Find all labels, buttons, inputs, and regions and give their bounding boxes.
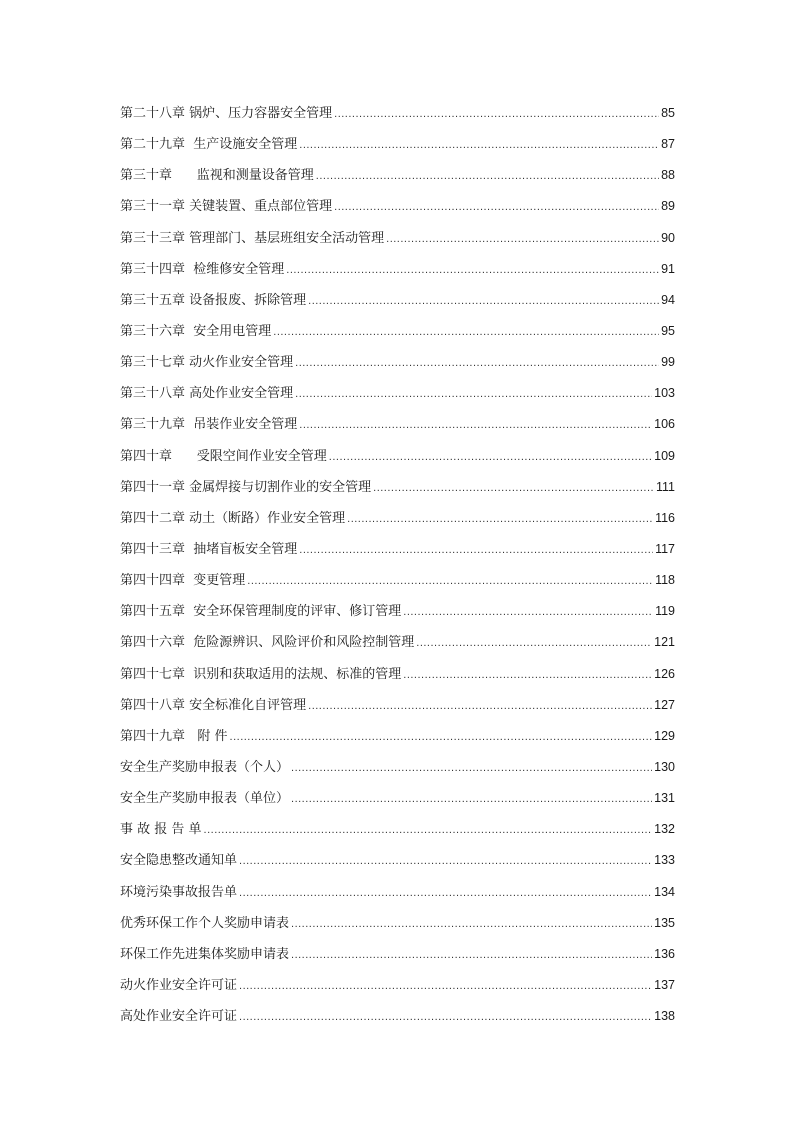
toc-entry-title: 第三十七章 动火作业安全管理 — [120, 355, 294, 371]
toc-dot-leader — [239, 846, 652, 877]
toc-entry-title: 第三十八章 高处作业安全管理 — [120, 386, 294, 402]
toc-entry-page-number: 99 — [661, 355, 675, 370]
toc-entry[interactable] — [120, 721, 675, 752]
toc-entry-page-number: 117 — [655, 541, 675, 556]
toc-entry[interactable] — [120, 752, 675, 783]
toc-entry-page-number: 134 — [654, 884, 675, 899]
toc-entry-title: 安全生产奖励申报表（个人） — [120, 759, 290, 775]
toc-entry-page-number: 135 — [654, 915, 675, 930]
toc-entry-title: 第四十七章 识别和获取适用的法规、标准的管理 — [120, 666, 402, 682]
toc-entry-page-number: 85 — [661, 106, 675, 120]
toc-entry-page-number: 119 — [655, 604, 675, 619]
toc-dot-leader — [295, 379, 652, 410]
toc-entry[interactable] — [120, 659, 675, 690]
toc-entry-page-number: 118 — [655, 573, 675, 588]
toc-dot-leader — [316, 161, 659, 192]
toc-entry-title: 环境污染事故报告单 — [120, 884, 238, 900]
toc-dot-leader — [291, 940, 652, 971]
toc-entry[interactable] — [120, 223, 675, 254]
toc-dot-leader — [373, 473, 654, 504]
toc-entry[interactable] — [120, 472, 675, 503]
toc-dot-leader — [204, 815, 653, 846]
toc-dot-leader — [299, 535, 653, 566]
toc-entry-page-number: 87 — [661, 137, 675, 152]
toc-entry[interactable] — [120, 534, 675, 565]
toc-entry-title: 事 故 报 告 单 — [120, 822, 202, 838]
toc-entry-page-number: 90 — [661, 230, 675, 245]
toc-dot-leader — [273, 317, 659, 348]
toc-entry-title: 第三十六章 安全用电管理 — [120, 323, 272, 339]
toc-entry-page-number: 103 — [654, 386, 675, 401]
toc-entry-title: 第三十一章 关键装置、重点部位管理 — [120, 199, 333, 215]
toc-entry[interactable] — [120, 970, 675, 1001]
toc-entry-title: 第四十四章 变更管理 — [120, 573, 246, 589]
toc-entry-title: 优秀环保工作个人奖励申请表 — [120, 915, 290, 931]
toc-entry[interactable] — [120, 254, 675, 285]
toc-entry-page-number: 127 — [654, 697, 675, 712]
toc-entry-title: 环保工作先进集体奖励申请表 — [120, 946, 290, 962]
toc-entry-page-number: 121 — [654, 635, 675, 650]
toc-entry-title: 安全生产奖励申报表（单位） — [120, 791, 290, 807]
toc-entry-title: 第四十九章 附 件 — [120, 728, 228, 744]
toc-entry-title: 第三十九章 吊装作业安全管理 — [120, 417, 298, 433]
toc-dot-leader — [334, 192, 659, 223]
toc-dot-leader — [299, 130, 659, 161]
toc-entry[interactable] — [120, 316, 675, 347]
toc-entry-title: 第四十六章 危险源辨识、风险评价和风险控制管理 — [120, 635, 415, 651]
toc-entry-title: 第三十四章 检维修安全管理 — [120, 261, 285, 277]
toc-entry-page-number: 111 — [655, 479, 675, 494]
toc-dot-leader — [291, 753, 652, 784]
toc-dot-leader — [291, 909, 652, 940]
toc-entry-title: 第三十三章 管理部门、基层班组安全活动管理 — [120, 230, 385, 246]
toc-entry[interactable] — [120, 129, 675, 160]
toc-entry-page-number: 88 — [661, 168, 675, 183]
table-of-contents — [120, 98, 675, 1032]
toc-dot-leader — [247, 566, 653, 597]
toc-entry[interactable] — [120, 409, 675, 440]
toc-entry[interactable] — [120, 845, 675, 876]
toc-entry-page-number: 94 — [661, 292, 675, 307]
toc-entry-title: 第四十章 受限空间作业安全管理 — [120, 448, 327, 464]
toc-dot-leader — [308, 691, 652, 722]
toc-dot-leader — [403, 660, 652, 691]
toc-entry[interactable] — [120, 347, 675, 378]
toc-entry-page-number: 130 — [654, 759, 675, 774]
toc-entry-page-number: 89 — [661, 199, 675, 214]
toc-entry[interactable] — [120, 191, 675, 222]
toc-entry-page-number: 95 — [661, 323, 675, 338]
toc-entry[interactable] — [120, 783, 675, 814]
toc-entry-page-number: 136 — [654, 946, 675, 961]
toc-entry-title: 第四十八章 安全标准化自评管理 — [120, 697, 307, 713]
toc-entry-page-number: 106 — [654, 417, 675, 432]
toc-dot-leader — [308, 286, 659, 317]
toc-entry-page-number: 116 — [655, 510, 675, 525]
toc-dot-leader — [239, 1002, 652, 1033]
toc-entry[interactable] — [120, 596, 675, 627]
toc-entry-page-number: 133 — [654, 853, 675, 868]
toc-entry[interactable] — [120, 98, 675, 129]
toc-entry-page-number: 126 — [654, 666, 675, 681]
toc-dot-leader — [239, 971, 652, 1002]
toc-entry-title: 第四十五章 安全环保管理制度的评审、修订管理 — [120, 604, 402, 620]
toc-entry[interactable] — [120, 565, 675, 596]
toc-entry-page-number: 131 — [654, 791, 675, 806]
toc-entry[interactable] — [120, 160, 675, 191]
toc-entry-title: 第二十八章 锅炉、压力容器安全管理 — [120, 106, 333, 121]
toc-entry-page-number: 132 — [654, 822, 675, 837]
toc-entry[interactable] — [120, 285, 675, 316]
toc-entry[interactable] — [120, 908, 675, 939]
toc-dot-leader — [286, 255, 659, 286]
toc-entry-title: 安全隐患整改通知单 — [120, 853, 238, 869]
toc-entry-page-number: 137 — [654, 977, 675, 992]
toc-dot-leader — [230, 722, 653, 753]
toc-entry[interactable] — [120, 814, 675, 845]
toc-dot-leader — [386, 224, 659, 255]
toc-entry-page-number: 91 — [661, 261, 675, 276]
toc-dot-leader — [295, 348, 659, 379]
toc-entry[interactable] — [120, 503, 675, 534]
toc-entry[interactable] — [120, 1001, 675, 1032]
toc-dot-leader — [239, 878, 652, 909]
toc-entry[interactable] — [120, 627, 675, 658]
toc-entry-title: 第四十二章 动土（断路）作业安全管理 — [120, 510, 346, 526]
toc-entry-title: 第二十九章 生产设施安全管理 — [120, 137, 298, 153]
toc-entry-page-number: 129 — [654, 728, 675, 743]
toc-entry-title: 第三十五章 设备报废、拆除管理 — [120, 292, 307, 308]
toc-entry[interactable] — [120, 378, 675, 409]
toc-dot-leader — [334, 99, 659, 130]
toc-entry-page-number: 109 — [654, 448, 675, 463]
toc-entry-page-number: 138 — [654, 1009, 675, 1024]
toc-dot-leader — [416, 628, 652, 659]
toc-entry-title: 动火作业安全许可证 — [120, 977, 238, 993]
toc-entry[interactable] — [120, 690, 675, 721]
toc-entry-title: 第四十三章 抽堵盲板安全管理 — [120, 541, 298, 557]
toc-entry-title: 第三十章 监视和测量设备管理 — [120, 168, 314, 184]
toc-dot-leader — [299, 410, 652, 441]
toc-entry[interactable] — [120, 939, 675, 970]
toc-dot-leader — [291, 784, 652, 815]
toc-entry-title: 第四十一章 金属焊接与切割作业的安全管理 — [120, 479, 372, 495]
toc-entry[interactable] — [120, 877, 675, 908]
toc-dot-leader — [403, 597, 653, 628]
toc-entry[interactable] — [120, 441, 675, 472]
toc-dot-leader — [329, 442, 652, 473]
toc-dot-leader — [347, 504, 653, 535]
toc-entry-title: 高处作业安全许可证 — [120, 1009, 238, 1025]
